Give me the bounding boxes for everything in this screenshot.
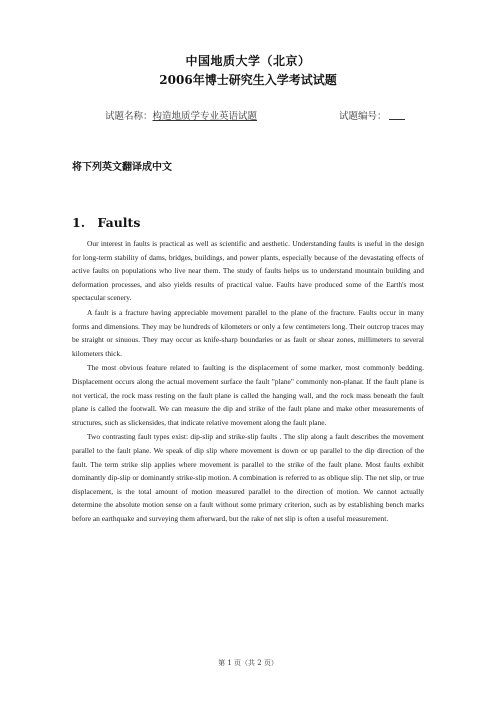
section-number: 1. [72,215,86,230]
subject-line [105,108,257,122]
paragraph: Our interest in faults is practical as well as scientific and aesthetic. Understanding faults is useful in the design for long-term stability of dams, bridges, buildings, and power plants, especially because of the devastating effects of active faults on populations who live near them. The study of faults helps us to understand mountain building and deformation processes, and also yields results of practical value. Faults have produced some of the Earth's most spectacular scenery. [72,239,424,303]
code-label: 试题编号： [339,111,387,122]
section-title: Faults [97,215,141,230]
paragraph: Two contrasting fault types exist: dip-slip and strike-slip faults . The slip along a fault describes the movement parallel to the fault plane. We speak of dip slip where movement is down or up parallel to the dip direction of the fault. The term strike slip applies where movement is parallel to the strike of the fault plane. Most faults exhibit dominantly dip-slip or dominantly strike-slip motion. A combination is referred to as oblique slip. The net slip, or true displacement, is the total amount of motion measured parallel to the direction of motion. We cannot actually determine the absolute motion sense on a fault without some primary criterion, such as by establishing bench marks before an earthquake and surveying them afterward, but the rake of net slip is often a useful measurement. [72,432,424,523]
paragraph: The most obvious feature related to faulting is the displacement of some marker, most commonly bedding. Displacement occurs along the actual movement surface the fault "plane" commonly non-planar. If the fault plane is not vertical, the rock mass resting on the fault plane is called the hanging wall, and the rock mass beneath the fault plane is called the footwall. We can measure the dip and strike of the fault plane and make other measurements of structures, such as slickensides, that indicate relative movement along the fault plane. [72,363,424,427]
code-blank [389,110,405,120]
paragraph: A fault is a fracture having appreciable movement parallel to the plane of the fracture. Faults occur in many forms and dimensions. They may be hundreds of kilometers or only a few centimeters long. Their outcrop traces may be straight or sinuous. They may occur as knife-sharp boundaries or as fault or shear zones, millimeters to several kilometers thick. [72,307,424,358]
subject-value: 构造地质学专业英语试题 [152,111,258,122]
exam-title: 2006年博士研究生入学考试试题 [159,73,337,87]
instruction: 将下列英文翻译成中文 [72,162,172,173]
university-title: 中国地质大学（北京） [185,54,311,68]
body-text [72,237,424,526]
page-footer: 第 1 页（共 2 页） [218,659,278,667]
section-heading [72,215,140,230]
subject-label: 试题名称： [105,111,153,122]
code-line [339,108,405,122]
